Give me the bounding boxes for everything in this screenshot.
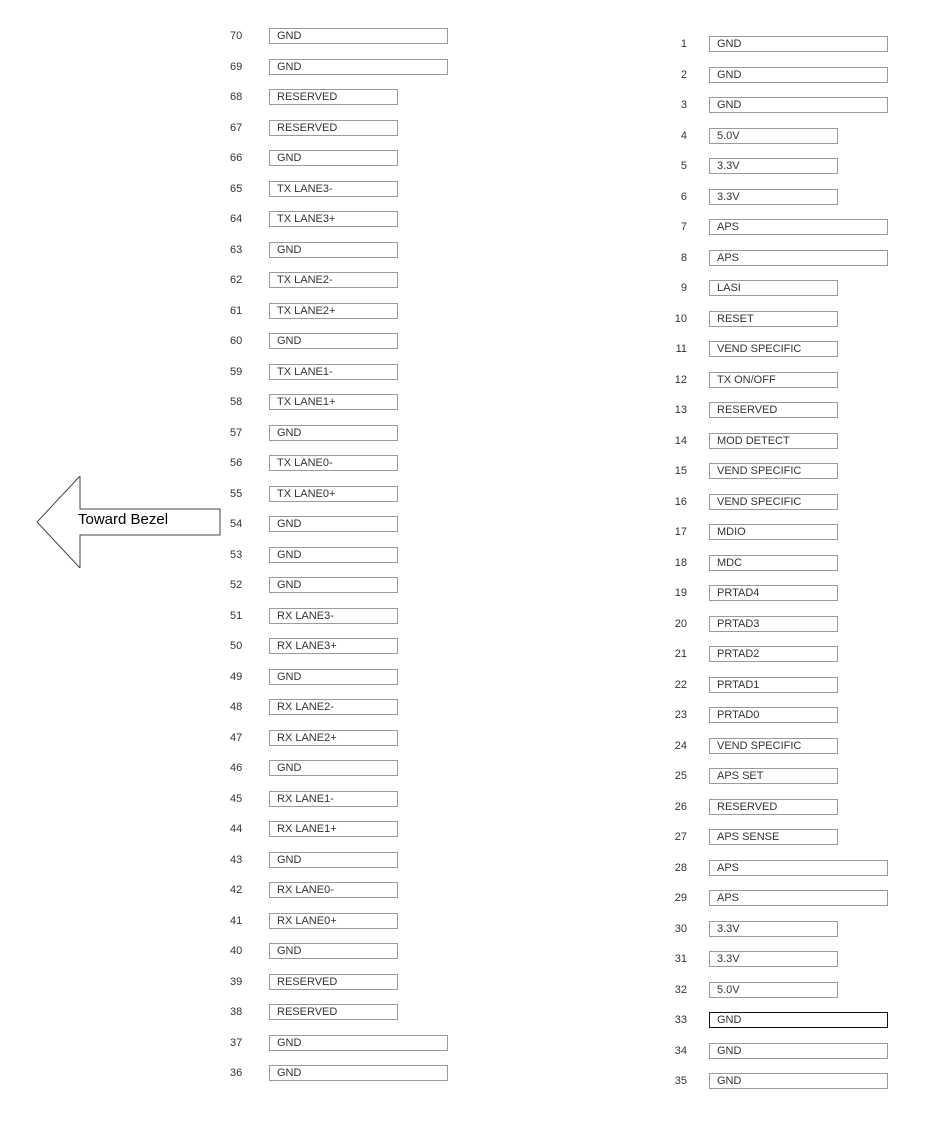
pin-number: 39 — [230, 975, 243, 988]
pin-number: 32 — [674, 983, 687, 996]
pin-number: 69 — [230, 60, 243, 73]
pin-number: 6 — [680, 190, 687, 203]
pin-number: 40 — [230, 945, 243, 957]
pin-number: 68 — [230, 91, 243, 103]
pin-number: 58 — [230, 396, 243, 408]
pin-signal-box: LASI — [709, 280, 838, 296]
pin-number: 50 — [230, 640, 243, 652]
pin-signal-box: GND — [709, 97, 888, 113]
pin-signal-box: APS — [709, 219, 888, 235]
pin-signal-box: TX LANE0+ — [269, 486, 398, 502]
pin-number: 28 — [674, 861, 687, 874]
pin-number: 31 — [674, 953, 687, 965]
pin-number: 27 — [674, 831, 687, 843]
pin-signal-box: MDIO — [709, 524, 838, 540]
pin-signal-box: TX LANE1- — [269, 364, 398, 380]
pin-number: 47 — [230, 731, 243, 744]
pin-number: 67 — [230, 121, 243, 134]
pin-signal-box: GND — [269, 669, 398, 685]
pin-signal-box: PRTAD0 — [709, 707, 838, 723]
pin-number: 35 — [674, 1075, 687, 1087]
pin-signal-box: TX LANE2+ — [269, 303, 398, 319]
pin-signal-box: RX LANE0+ — [269, 913, 398, 929]
pin-number: 12 — [674, 373, 687, 386]
pin-signal-box: PRTAD2 — [709, 646, 838, 662]
pin-signal-box: TX LANE3+ — [269, 211, 398, 227]
pin-signal-box: GND — [269, 333, 398, 349]
pin-signal-box: GND — [269, 1035, 448, 1051]
pin-signal-box: 3.3V — [709, 921, 838, 937]
pin-signal-box: PRTAD1 — [709, 677, 838, 693]
pin-number: 30 — [674, 922, 687, 935]
pin-number: 4 — [680, 129, 687, 142]
pin-signal-box: APS — [709, 890, 888, 906]
pin-signal-box: GND — [269, 59, 448, 75]
pin-signal-box: VEND SPECIFIC — [709, 463, 838, 479]
pin-signal-box: TX LANE0- — [269, 455, 398, 471]
pin-number: 42 — [230, 884, 243, 896]
pin-number: 53 — [230, 548, 243, 561]
pin-number: 24 — [674, 739, 687, 752]
pin-signal-box: RX LANE0- — [269, 882, 398, 898]
pin-number: 56 — [230, 457, 243, 469]
pin-signal-box: GND — [709, 1043, 888, 1059]
pin-number: 29 — [674, 892, 687, 904]
pin-signal-box: GND — [269, 943, 398, 959]
pin-number: 63 — [230, 243, 243, 256]
pin-signal-box: TX ON/OFF — [709, 372, 838, 388]
pin-signal-box: MOD DETECT — [709, 433, 838, 449]
pin-number: 44 — [230, 823, 243, 835]
pin-signal-box: RESERVED — [269, 1004, 398, 1020]
pin-number: 1 — [680, 38, 687, 50]
arrow-label: Toward Bezel — [78, 511, 169, 528]
pin-number: 66 — [230, 152, 243, 164]
pin-number: 54 — [230, 518, 243, 530]
pin-number: 70 — [230, 30, 243, 42]
pin-signal-box: APS SENSE — [709, 829, 838, 845]
pin-number: 26 — [674, 800, 687, 813]
pin-number: 17 — [674, 526, 687, 538]
pin-signal-box: APS — [709, 250, 888, 266]
pin-signal-box: RESERVED — [709, 402, 838, 418]
pin-number: 11 — [675, 343, 687, 355]
pin-signal-box: VEND SPECIFIC — [709, 738, 838, 754]
pin-number: 7 — [680, 221, 687, 233]
pin-number: 51 — [230, 609, 243, 622]
pin-signal-box: GND — [269, 425, 398, 441]
pin-number: 8 — [680, 251, 687, 264]
pin-number: 46 — [230, 762, 243, 774]
pin-signal-box: VEND SPECIFIC — [709, 341, 838, 357]
pin-signal-box: 3.3V — [709, 951, 838, 967]
pin-signal-box: GND — [709, 1073, 888, 1089]
pin-number: 36 — [230, 1067, 243, 1079]
pin-number: 9 — [680, 282, 687, 294]
pin-number: 37 — [230, 1036, 243, 1049]
pin-number: 10 — [674, 312, 687, 325]
pin-signal-box: TX LANE2- — [269, 272, 398, 288]
pin-number: 45 — [230, 792, 243, 805]
pin-signal-box: GND — [269, 1065, 448, 1081]
pin-signal-box: GND — [269, 547, 398, 563]
pin-signal-box: RESERVED — [269, 974, 398, 990]
pin-number: 65 — [230, 182, 243, 195]
pin-signal-box: RX LANE2+ — [269, 730, 398, 746]
pin-signal-box: RESERVED — [269, 89, 398, 105]
pin-number: 34 — [674, 1044, 687, 1057]
pin-signal-box: APS SET — [709, 768, 838, 784]
pin-number: 55 — [230, 487, 243, 500]
pin-signal-box: GND — [269, 577, 398, 593]
pin-signal-box: 3.3V — [709, 158, 838, 174]
pin-signal-box: APS — [709, 860, 888, 876]
pin-signal-box: GND — [269, 760, 398, 776]
pin-signal-box: RESET — [709, 311, 838, 327]
pin-number: 38 — [230, 1006, 243, 1018]
pin-number: 16 — [674, 495, 687, 508]
pin-signal-box: GND — [269, 28, 448, 44]
pin-number: 33 — [674, 1014, 687, 1026]
pin-signal-box: RX LANE3+ — [269, 638, 398, 654]
pin-number: 22 — [674, 678, 687, 691]
pin-number: 20 — [674, 617, 687, 630]
pin-number: 49 — [230, 670, 243, 683]
pin-number: 43 — [230, 853, 243, 866]
pin-number: 48 — [230, 701, 243, 713]
pin-signal-box: 5.0V — [709, 128, 838, 144]
pin-number: 64 — [230, 213, 243, 225]
pin-signal-box: GND — [269, 852, 398, 868]
pin-signal-box: GND — [709, 36, 888, 52]
pin-number: 14 — [674, 434, 687, 447]
pin-signal-box: GND — [269, 242, 398, 258]
pin-number: 59 — [230, 365, 243, 378]
pin-signal-box: RESERVED — [269, 120, 398, 136]
pin-number: 57 — [230, 426, 243, 439]
pin-signal-box: 3.3V — [709, 189, 838, 205]
pin-number: 62 — [230, 274, 243, 286]
pin-signal-box: MDC — [709, 555, 838, 571]
pin-number: 19 — [674, 587, 687, 599]
pin-number: 2 — [680, 68, 687, 81]
pin-number: 18 — [674, 556, 687, 569]
pin-number: 15 — [674, 465, 687, 477]
pin-signal-box: RX LANE2- — [269, 699, 398, 715]
pin-signal-box: PRTAD4 — [709, 585, 838, 601]
pin-number: 60 — [230, 335, 243, 347]
pin-signal-box: GND — [269, 150, 398, 166]
pin-signal-box: PRTAD3 — [709, 616, 838, 632]
pin-signal-box: VEND SPECIFIC — [709, 494, 838, 510]
pin-number: 13 — [674, 404, 687, 416]
pin-number: 61 — [230, 304, 243, 317]
pin-signal-box: 5.0V — [709, 982, 838, 998]
pin-number: 41 — [230, 914, 243, 927]
pin-number: 21 — [674, 648, 687, 660]
pin-signal-box: GND — [709, 1012, 888, 1028]
pin-number: 23 — [674, 709, 687, 721]
pin-signal-box: RX LANE3- — [269, 608, 398, 624]
pin-signal-box: RESERVED — [709, 799, 838, 815]
pin-number: 3 — [680, 99, 687, 111]
pin-number: 5 — [680, 160, 687, 172]
pin-signal-box: TX LANE3- — [269, 181, 398, 197]
pin-signal-box: RX LANE1+ — [269, 821, 398, 837]
pin-signal-box: RX LANE1- — [269, 791, 398, 807]
pin-number: 25 — [674, 770, 687, 782]
pin-signal-box: TX LANE1+ — [269, 394, 398, 410]
pin-number: 52 — [230, 579, 243, 591]
pin-signal-box: GND — [709, 67, 888, 83]
pin-signal-box: GND — [269, 516, 398, 532]
